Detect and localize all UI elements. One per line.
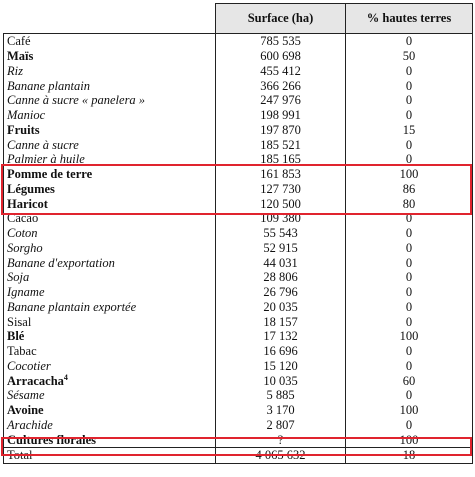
crop-name: Blé <box>7 329 25 344</box>
crop-name: Avoine <box>7 403 44 418</box>
crop-name-cell <box>4 108 216 123</box>
crop-name: Canne à sucre « panelera » <box>7 93 146 108</box>
highlands-percent-cell: 0 <box>346 64 473 79</box>
surface-cell: 455 412 <box>216 64 346 79</box>
highlands-percent-cell: 0 <box>346 255 473 270</box>
crop-name-cell <box>4 226 216 241</box>
table-row <box>4 388 473 403</box>
crop-name: Canne à sucre <box>7 137 79 152</box>
crop-name-cell <box>4 78 216 93</box>
header-highlands-percent: % hautes terres <box>346 4 473 34</box>
table-row <box>4 403 473 418</box>
table-row <box>4 226 473 241</box>
crop-name-cell <box>4 64 216 79</box>
table-row <box>4 182 473 197</box>
crop-name-cell <box>4 314 216 329</box>
crop-name: Manioc <box>7 108 46 123</box>
crop-name: Palmier à huile <box>7 152 85 167</box>
crop-name-cell <box>4 373 216 388</box>
table-row <box>4 418 473 433</box>
surface-cell: ? <box>216 432 346 447</box>
highlands-percent-cell: 0 <box>346 359 473 374</box>
highlands-percent-cell: 86 <box>346 182 473 197</box>
crop-name: Banane d'exportation <box>7 255 115 270</box>
table-row <box>4 329 473 344</box>
crop-name: Pomme de terre <box>7 167 93 182</box>
header-blank-cell <box>4 4 216 34</box>
crop-name: Légumes <box>7 181 55 196</box>
crop-name-cell <box>4 418 216 433</box>
crop-name: Banane plantain exportée <box>7 299 137 314</box>
crop-name-cell <box>4 152 216 167</box>
surface-cell: 4 065 632 <box>216 448 346 464</box>
crop-name-cell <box>4 300 216 315</box>
table-row <box>4 255 473 270</box>
surface-cell: 197 870 <box>216 123 346 138</box>
surface-cell: 247 976 <box>216 93 346 108</box>
crop-name-cell <box>4 241 216 256</box>
crop-name-cell <box>4 448 216 464</box>
highlands-percent-cell: 0 <box>346 108 473 123</box>
table-row <box>4 344 473 359</box>
surface-cell: 17 132 <box>216 329 346 344</box>
table-row <box>4 49 473 64</box>
table-row <box>4 359 473 374</box>
table-header-row <box>4 4 473 34</box>
table-row <box>4 167 473 182</box>
table-row <box>4 373 473 388</box>
table-body <box>4 34 473 464</box>
surface-cell: 20 035 <box>216 300 346 315</box>
table-row <box>4 34 473 49</box>
highlands-percent-cell: 0 <box>346 418 473 433</box>
crop-name: Cocotier <box>7 358 51 373</box>
surface-cell: 198 991 <box>216 108 346 123</box>
crop-name-cell <box>4 196 216 211</box>
crop-name-cell <box>4 285 216 300</box>
crop-name-cell <box>4 388 216 403</box>
crop-name: Coton <box>7 226 38 241</box>
highlands-percent-cell: 0 <box>346 34 473 49</box>
table-row <box>4 270 473 285</box>
highlands-percent-cell: 15 <box>346 123 473 138</box>
crop-name: Arachide <box>7 417 53 432</box>
highlands-percent-cell: 100 <box>346 167 473 182</box>
header-surface: Surface (ha) <box>216 4 346 34</box>
crop-name-cell <box>4 344 216 359</box>
surface-cell: 55 543 <box>216 226 346 241</box>
crop-name-cell <box>4 359 216 374</box>
surface-cell: 785 535 <box>216 34 346 49</box>
table-row <box>4 152 473 167</box>
crop-name: Maïs <box>7 49 34 64</box>
surface-cell: 366 266 <box>216 78 346 93</box>
highlands-percent-cell: 0 <box>346 211 473 226</box>
crop-name: Sorgho <box>7 240 43 255</box>
crop-name-cell <box>4 255 216 270</box>
table-row <box>4 78 473 93</box>
crop-name-cell <box>4 49 216 64</box>
highlands-percent-cell: 0 <box>346 241 473 256</box>
highlands-percent-cell: 100 <box>346 329 473 344</box>
table-row <box>4 137 473 152</box>
surface-cell: 600 698 <box>216 49 346 64</box>
crop-name: Banane plantain <box>7 78 90 93</box>
highlands-percent-cell: 0 <box>346 270 473 285</box>
highlands-percent-cell: 0 <box>346 314 473 329</box>
crop-name-cell <box>4 403 216 418</box>
footnote-marker: 4 <box>63 373 68 382</box>
highlands-percent-cell: 0 <box>346 388 473 403</box>
highlands-percent-cell: 0 <box>346 137 473 152</box>
surface-cell: 18 157 <box>216 314 346 329</box>
crop-name-cell <box>4 137 216 152</box>
surface-cell: 127 730 <box>216 182 346 197</box>
table-row <box>4 196 473 211</box>
crop-name-cell <box>4 167 216 182</box>
highlands-percent-cell: 0 <box>346 285 473 300</box>
highlands-percent-cell: 80 <box>346 196 473 211</box>
crop-surface-table <box>3 3 473 464</box>
surface-cell: 185 165 <box>216 152 346 167</box>
surface-cell: 2 807 <box>216 418 346 433</box>
crop-name: Total <box>7 448 33 463</box>
crop-name-cell <box>4 211 216 226</box>
highlands-percent-cell: 0 <box>346 152 473 167</box>
crop-name: Cacao <box>7 211 39 226</box>
highlands-percent-cell: 100 <box>346 403 473 418</box>
crop-name-cell <box>4 123 216 138</box>
crop-name: Cultures florales <box>7 432 96 447</box>
surface-cell: 15 120 <box>216 359 346 374</box>
highlands-percent-cell: 0 <box>346 78 473 93</box>
crop-name: Igname <box>7 285 45 300</box>
crop-name-cell <box>4 329 216 344</box>
crop-name: Sésame <box>7 388 45 403</box>
highlands-percent-cell: 0 <box>346 300 473 315</box>
surface-cell: 10 035 <box>216 373 346 388</box>
crop-name: Haricot <box>7 196 48 211</box>
table-row <box>4 108 473 123</box>
table-row <box>4 285 473 300</box>
highlands-percent-cell: 18 <box>346 448 473 464</box>
crop-name: Soja <box>7 270 30 285</box>
highlands-percent-cell: 100 <box>346 432 473 447</box>
crop-name: Riz <box>7 63 23 78</box>
table-row <box>4 64 473 79</box>
crop-name: Sisal <box>7 314 32 329</box>
crop-name: Arracacha <box>7 373 64 388</box>
highlands-percent-cell: 0 <box>346 93 473 108</box>
surface-cell: 26 796 <box>216 285 346 300</box>
crop-name-cell <box>4 34 216 49</box>
surface-cell: 120 500 <box>216 196 346 211</box>
highlands-percent-cell: 60 <box>346 373 473 388</box>
surface-cell: 109 380 <box>216 211 346 226</box>
table-row <box>4 448 473 464</box>
surface-cell: 3 170 <box>216 403 346 418</box>
crop-name-cell <box>4 93 216 108</box>
table-row <box>4 241 473 256</box>
crop-name: Tabac <box>7 344 37 359</box>
surface-cell: 28 806 <box>216 270 346 285</box>
table-row <box>4 314 473 329</box>
surface-cell: 161 853 <box>216 167 346 182</box>
crop-name-cell <box>4 182 216 197</box>
crop-name: Café <box>7 34 31 49</box>
crop-name: Fruits <box>7 122 40 137</box>
table-row <box>4 123 473 138</box>
surface-cell: 5 885 <box>216 388 346 403</box>
highlands-percent-cell: 0 <box>346 226 473 241</box>
highlands-percent-cell: 50 <box>346 49 473 64</box>
highlands-percent-cell: 0 <box>346 344 473 359</box>
surface-cell: 52 915 <box>216 241 346 256</box>
surface-cell: 16 696 <box>216 344 346 359</box>
table-row <box>4 93 473 108</box>
table-row <box>4 300 473 315</box>
surface-cell: 185 521 <box>216 137 346 152</box>
surface-cell: 44 031 <box>216 255 346 270</box>
crop-name-cell <box>4 270 216 285</box>
table-row <box>4 432 473 447</box>
table-row <box>4 211 473 226</box>
crop-name-cell <box>4 432 216 447</box>
